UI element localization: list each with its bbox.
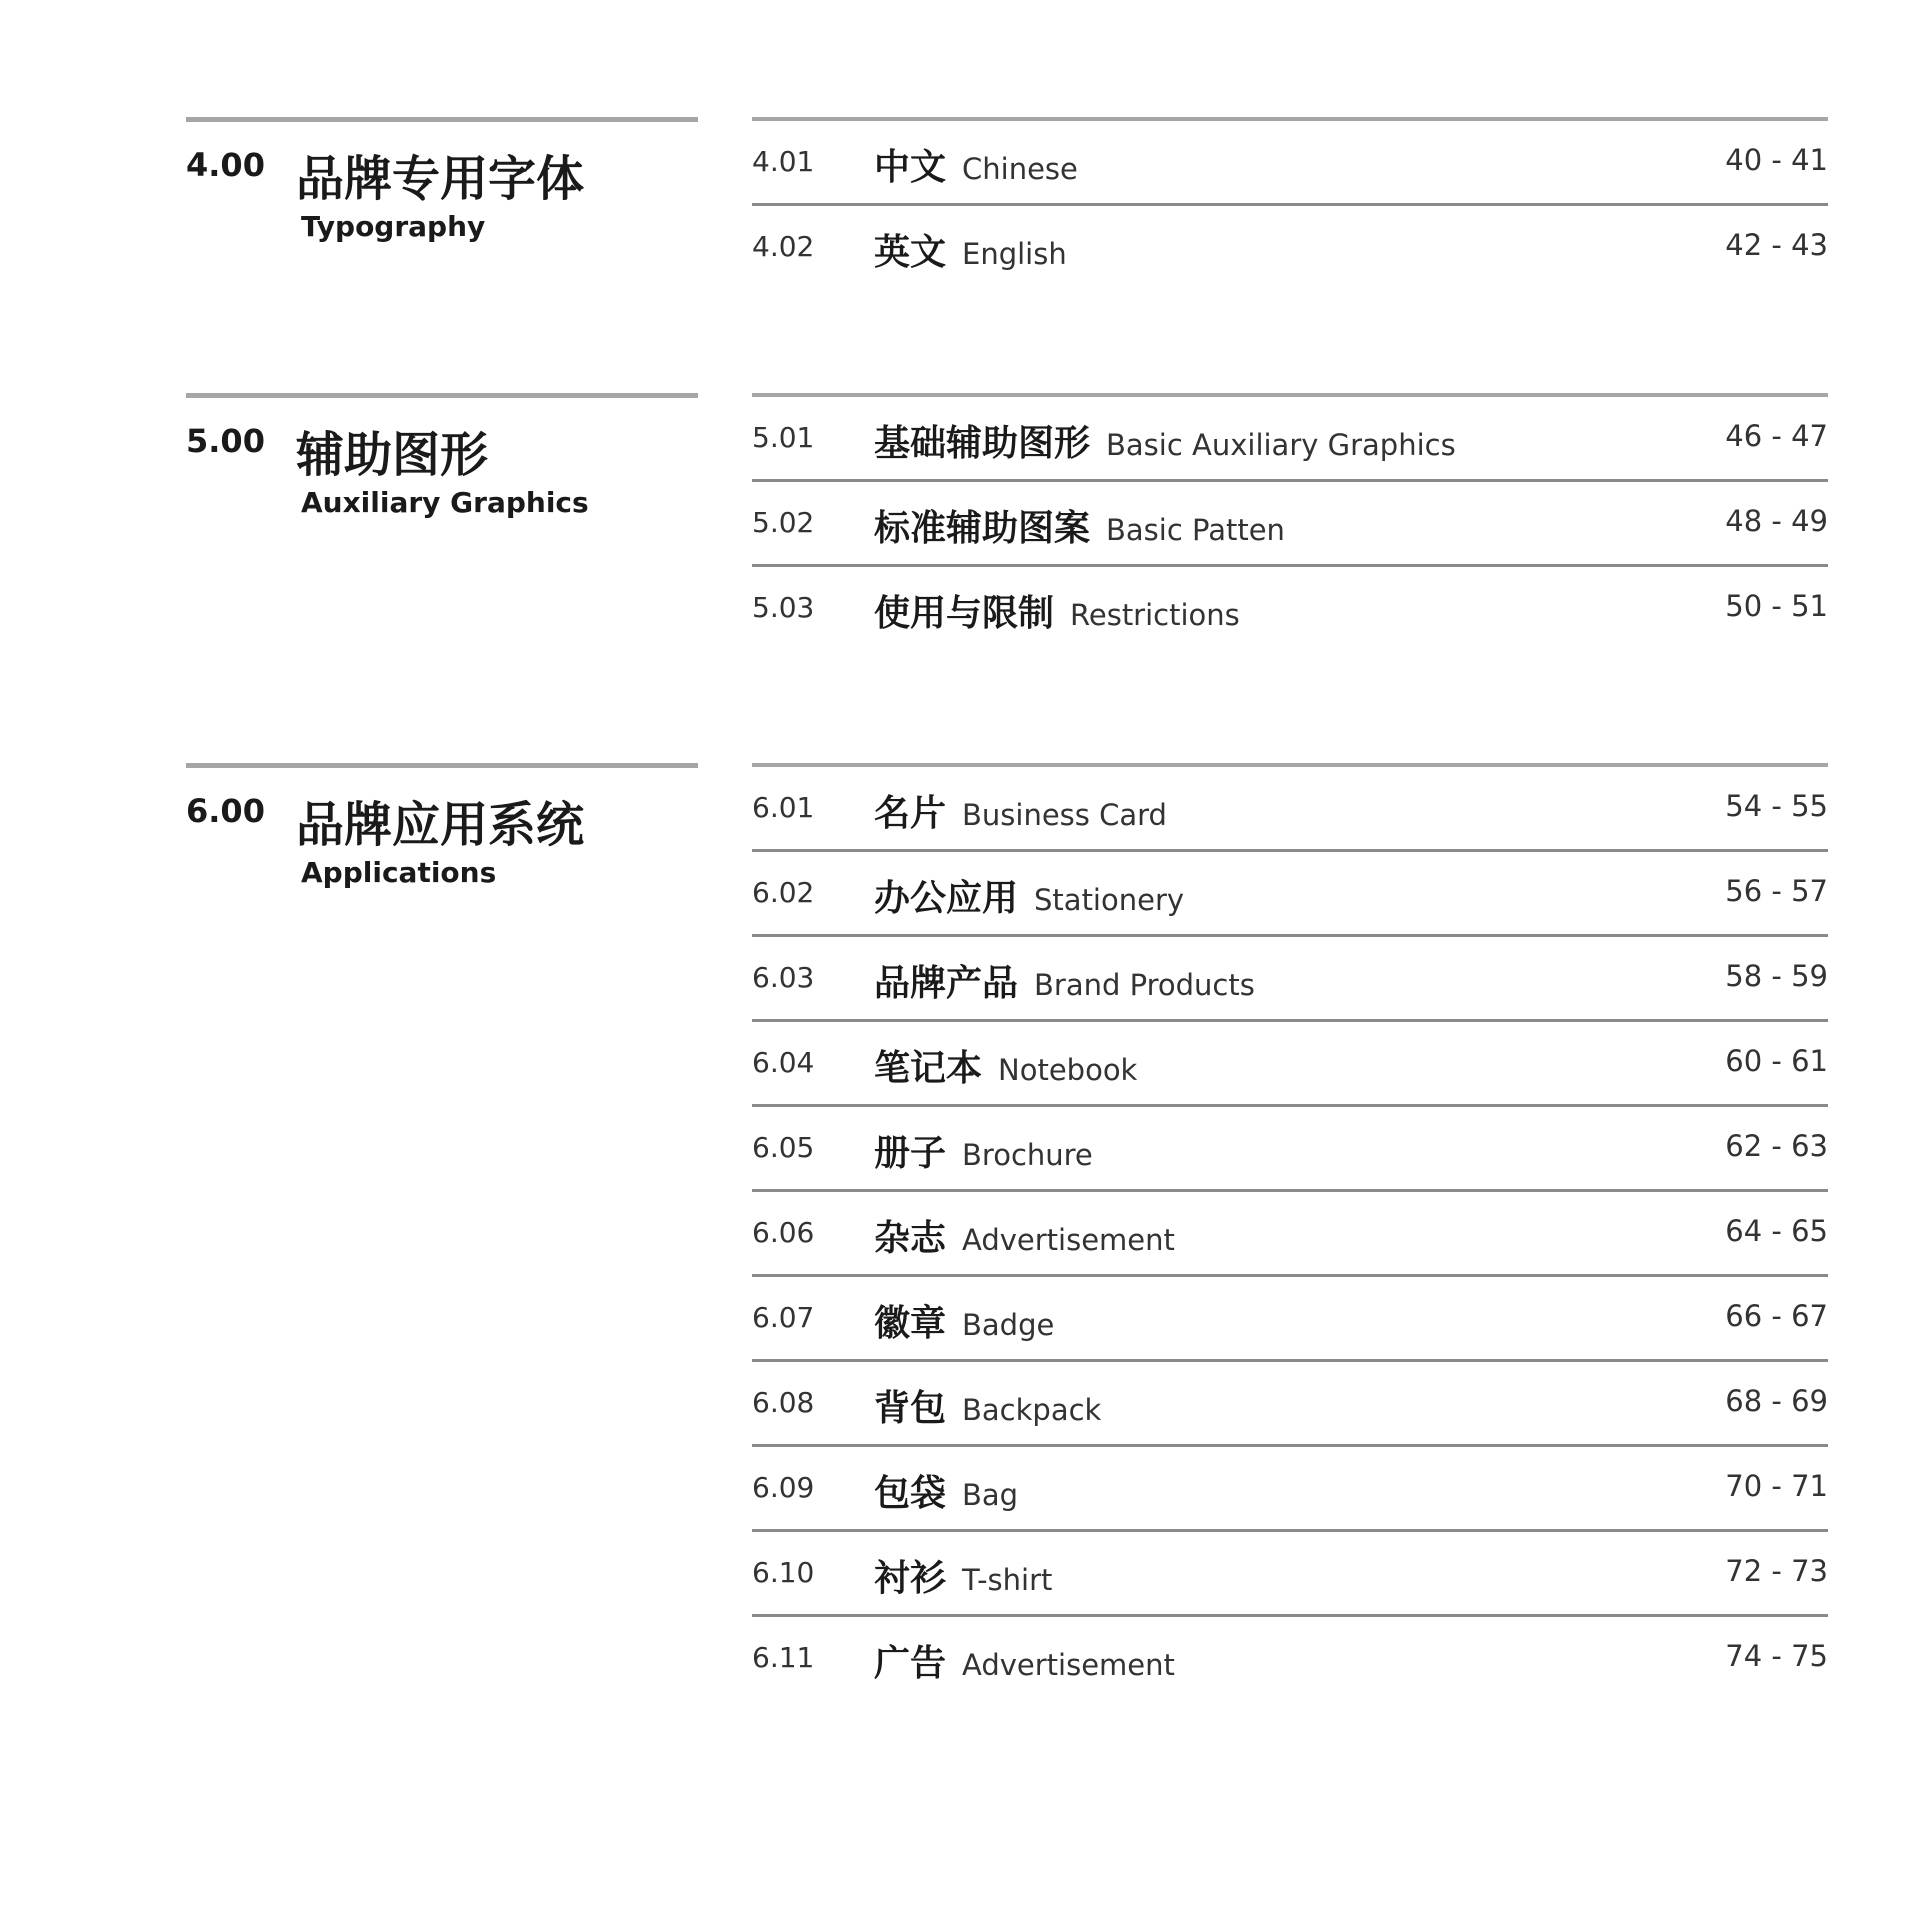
item-title-en: Bag [962, 1478, 1019, 1512]
item-title [874, 1465, 1018, 1516]
item-number: 6.01 [752, 791, 815, 824]
item-title-zh: 杂志 [874, 1218, 947, 1259]
toc-row[interactable] [752, 117, 1828, 203]
item-pages: 42 - 43 [1725, 228, 1828, 262]
item-pages: 54 - 55 [1725, 789, 1828, 823]
item-title-zh: 广告 [874, 1643, 947, 1684]
section-number: 5.00 [186, 422, 265, 460]
toc-row[interactable] [752, 479, 1828, 564]
section-title-en: Auxiliary Graphics [301, 486, 589, 519]
item-title [874, 955, 1255, 1006]
item-pages: 50 - 51 [1725, 589, 1828, 623]
item-title-en: T-shirt [962, 1563, 1053, 1597]
item-title-zh: 使用与限制 [874, 593, 1055, 634]
item-title-zh: 基础辅助图形 [874, 423, 1091, 464]
section-number: 6.00 [186, 792, 265, 830]
item-number: 6.02 [752, 876, 815, 909]
item-number: 6.04 [752, 1046, 815, 1079]
item-pages: 62 - 63 [1725, 1129, 1828, 1163]
section-title-zh: 品牌专用字体 [296, 151, 585, 207]
section-title-en: Typography [301, 210, 486, 243]
item-title-zh: 品牌产品 [874, 963, 1019, 1004]
toc-row[interactable] [752, 564, 1828, 649]
item-number: 6.09 [752, 1471, 815, 1504]
item-number: 6.06 [752, 1216, 815, 1249]
item-title-en: Advertisement [962, 1223, 1175, 1257]
toc-row[interactable] [752, 203, 1828, 288]
item-title [874, 415, 1456, 466]
section-number: 4.00 [186, 146, 265, 184]
section-header [186, 117, 698, 243]
toc-row[interactable] [752, 1019, 1828, 1104]
item-title [874, 585, 1240, 636]
item-title [874, 1210, 1175, 1261]
item-title-zh: 名片 [874, 793, 947, 834]
item-number: 5.02 [752, 506, 815, 539]
item-number: 6.03 [752, 961, 815, 994]
item-title-zh: 徽章 [874, 1303, 947, 1344]
toc-row[interactable] [752, 1614, 1828, 1699]
item-pages: 48 - 49 [1725, 504, 1828, 538]
toc-row[interactable] [752, 1529, 1828, 1614]
item-number: 6.08 [752, 1386, 815, 1419]
item-pages: 70 - 71 [1725, 1469, 1828, 1503]
item-title-zh: 衬衫 [874, 1558, 947, 1599]
item-title-en: Basic Patten [1106, 513, 1285, 547]
item-title [874, 1040, 1137, 1091]
item-number: 5.03 [752, 591, 815, 624]
toc-row[interactable] [752, 1189, 1828, 1274]
item-title-en: Restrictions [1070, 598, 1240, 632]
item-number: 6.10 [752, 1556, 815, 1589]
section-header [186, 763, 698, 889]
item-title-en: Business Card [962, 798, 1167, 832]
item-pages: 64 - 65 [1725, 1214, 1828, 1248]
item-number: 6.07 [752, 1301, 815, 1334]
item-pages: 46 - 47 [1725, 419, 1828, 453]
section-title-zh: 品牌应用系统 [296, 797, 585, 853]
item-title-zh: 办公应用 [874, 878, 1019, 919]
section-title-en: Applications [301, 856, 497, 889]
item-pages: 56 - 57 [1725, 874, 1828, 908]
item-title-zh: 背包 [874, 1388, 947, 1429]
item-title [874, 500, 1285, 551]
toc-row[interactable] [752, 849, 1828, 934]
toc-row[interactable] [752, 1274, 1828, 1359]
item-number: 4.02 [752, 230, 815, 263]
item-title [874, 224, 1067, 275]
item-title-en: Chinese [962, 152, 1078, 186]
item-number: 6.11 [752, 1641, 815, 1674]
section-title-zh: 辅助图形 [296, 427, 489, 483]
item-title-zh: 中文 [874, 147, 947, 188]
item-pages: 68 - 69 [1725, 1384, 1828, 1418]
item-title-zh: 笔记本 [874, 1048, 983, 1089]
item-title-zh: 册子 [874, 1133, 947, 1174]
item-title-en: English [962, 237, 1067, 271]
toc-row[interactable] [752, 1359, 1828, 1444]
item-title [874, 1380, 1101, 1431]
item-title-en: Badge [962, 1308, 1055, 1342]
item-title [874, 1125, 1093, 1176]
item-title-en: Advertisement [962, 1648, 1175, 1682]
item-pages: 60 - 61 [1725, 1044, 1828, 1078]
item-number: 4.01 [752, 145, 815, 178]
item-title [874, 1635, 1175, 1686]
toc-row[interactable] [752, 393, 1828, 479]
item-title-en: Brand Products [1034, 968, 1255, 1002]
item-title-en: Backpack [962, 1393, 1102, 1427]
toc-row[interactable] [752, 1444, 1828, 1529]
item-title [874, 785, 1167, 836]
item-pages: 58 - 59 [1725, 959, 1828, 993]
item-title-zh: 包袋 [874, 1473, 947, 1514]
item-title [874, 870, 1184, 921]
item-number: 6.05 [752, 1131, 815, 1164]
toc-row[interactable] [752, 763, 1828, 849]
item-title [874, 1295, 1054, 1346]
section-items [752, 393, 1828, 649]
item-pages: 40 - 41 [1725, 143, 1828, 177]
section-items [752, 117, 1828, 288]
item-title-en: Basic Auxiliary Graphics [1106, 428, 1456, 462]
section-items [752, 763, 1828, 1699]
item-title [874, 1550, 1052, 1601]
item-title-zh: 标准辅助图案 [874, 508, 1091, 549]
item-title-en: Brochure [962, 1138, 1093, 1172]
item-pages: 66 - 67 [1725, 1299, 1828, 1333]
item-title-zh: 英文 [874, 232, 947, 273]
item-title-en: Stationery [1034, 883, 1185, 917]
section-header [186, 393, 698, 519]
item-title-en: Notebook [998, 1053, 1138, 1087]
item-title [874, 139, 1078, 190]
toc-row[interactable] [752, 934, 1828, 1019]
item-number: 5.01 [752, 421, 815, 454]
item-pages: 72 - 73 [1725, 1554, 1828, 1588]
item-pages: 74 - 75 [1725, 1639, 1828, 1673]
toc-row[interactable] [752, 1104, 1828, 1189]
